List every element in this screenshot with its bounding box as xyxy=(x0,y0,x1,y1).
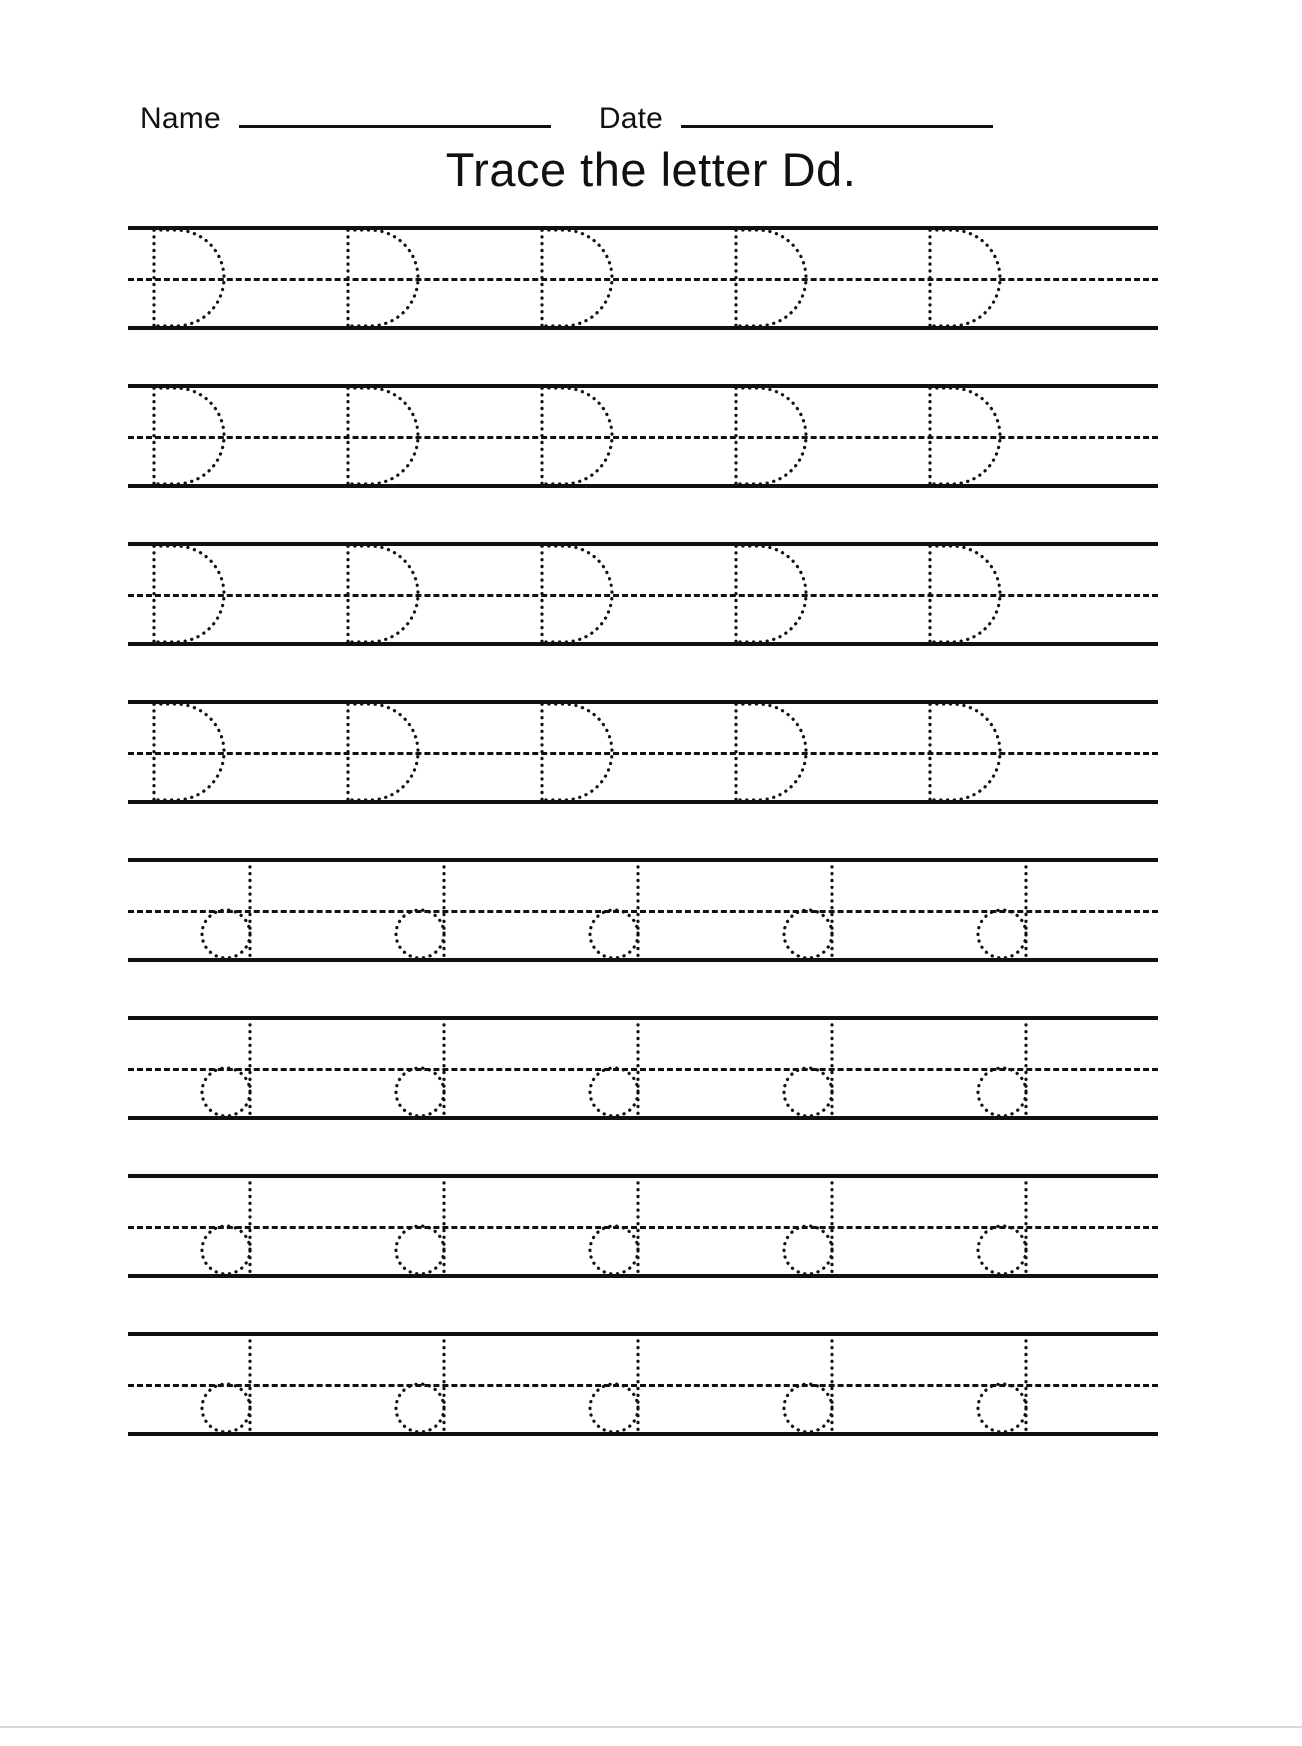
trace-glyph-D[interactable] xyxy=(328,384,424,488)
trace-glyph-d[interactable] xyxy=(188,858,284,962)
trace-glyph-D[interactable] xyxy=(134,700,230,804)
tracing-row[interactable] xyxy=(128,1016,1158,1120)
trace-glyph-d[interactable] xyxy=(770,1332,866,1436)
trace-glyph-d[interactable] xyxy=(964,1174,1060,1278)
name-label: Name xyxy=(140,102,221,135)
trace-glyph-d[interactable] xyxy=(576,1016,672,1120)
trace-glyph-d[interactable] xyxy=(770,1016,866,1120)
tracing-row[interactable] xyxy=(128,542,1158,646)
glyph-strip xyxy=(128,226,1158,330)
trace-glyph-D[interactable] xyxy=(134,226,230,330)
trace-glyph-D[interactable] xyxy=(716,384,812,488)
trace-glyph-D[interactable] xyxy=(910,700,1006,804)
glyph-strip xyxy=(128,700,1158,804)
trace-glyph-D[interactable] xyxy=(716,700,812,804)
trace-glyph-D[interactable] xyxy=(134,384,230,488)
name-write-line[interactable] xyxy=(239,125,551,128)
trace-glyph-d[interactable] xyxy=(964,1016,1060,1120)
glyph-strip xyxy=(128,1332,1158,1436)
tracing-row[interactable] xyxy=(128,226,1158,330)
trace-glyph-d[interactable] xyxy=(576,858,672,962)
tracing-row[interactable] xyxy=(128,1332,1158,1436)
trace-glyph-D[interactable] xyxy=(910,384,1006,488)
date-label: Date xyxy=(598,102,663,135)
trace-glyph-d[interactable] xyxy=(576,1332,672,1436)
trace-glyph-D[interactable] xyxy=(522,542,618,646)
trace-glyph-d[interactable] xyxy=(382,1174,478,1278)
trace-glyph-d[interactable] xyxy=(576,1174,672,1278)
footer-divider xyxy=(0,1726,1302,1728)
trace-glyph-d[interactable] xyxy=(770,1174,866,1278)
page-title: Trace the letter Dd. xyxy=(445,143,857,196)
tracing-row[interactable] xyxy=(128,700,1158,804)
trace-glyph-d[interactable] xyxy=(188,1016,284,1120)
trace-glyph-D[interactable] xyxy=(522,226,618,330)
trace-glyph-D[interactable] xyxy=(522,700,618,804)
trace-glyph-d[interactable] xyxy=(188,1174,284,1278)
trace-glyph-D[interactable] xyxy=(910,226,1006,330)
trace-glyph-d[interactable] xyxy=(382,1016,478,1120)
trace-glyph-D[interactable] xyxy=(328,542,424,646)
tracing-row[interactable] xyxy=(128,384,1158,488)
glyph-strip xyxy=(128,1174,1158,1278)
trace-glyph-D[interactable] xyxy=(522,384,618,488)
trace-glyph-D[interactable] xyxy=(716,226,812,330)
name-field xyxy=(140,104,551,134)
glyph-strip xyxy=(128,1016,1158,1120)
trace-glyph-d[interactable] xyxy=(770,858,866,962)
tracing-row[interactable] xyxy=(128,1174,1158,1278)
trace-glyph-d[interactable] xyxy=(964,858,1060,962)
glyph-strip xyxy=(128,858,1158,962)
trace-glyph-d[interactable] xyxy=(188,1332,284,1436)
trace-glyph-d[interactable] xyxy=(382,858,478,962)
trace-glyph-D[interactable] xyxy=(716,542,812,646)
trace-glyph-D[interactable] xyxy=(328,700,424,804)
trace-glyph-d[interactable] xyxy=(964,1332,1060,1436)
trace-glyph-d[interactable] xyxy=(382,1332,478,1436)
date-field xyxy=(599,104,993,134)
practice-rows xyxy=(128,226,1158,1490)
trace-glyph-D[interactable] xyxy=(910,542,1006,646)
tracing-row[interactable] xyxy=(128,858,1158,962)
glyph-strip xyxy=(128,384,1158,488)
trace-glyph-D[interactable] xyxy=(328,226,424,330)
date-write-line[interactable] xyxy=(681,125,993,128)
trace-glyph-D[interactable] xyxy=(134,542,230,646)
glyph-strip xyxy=(128,542,1158,646)
header-fields xyxy=(140,86,1150,134)
